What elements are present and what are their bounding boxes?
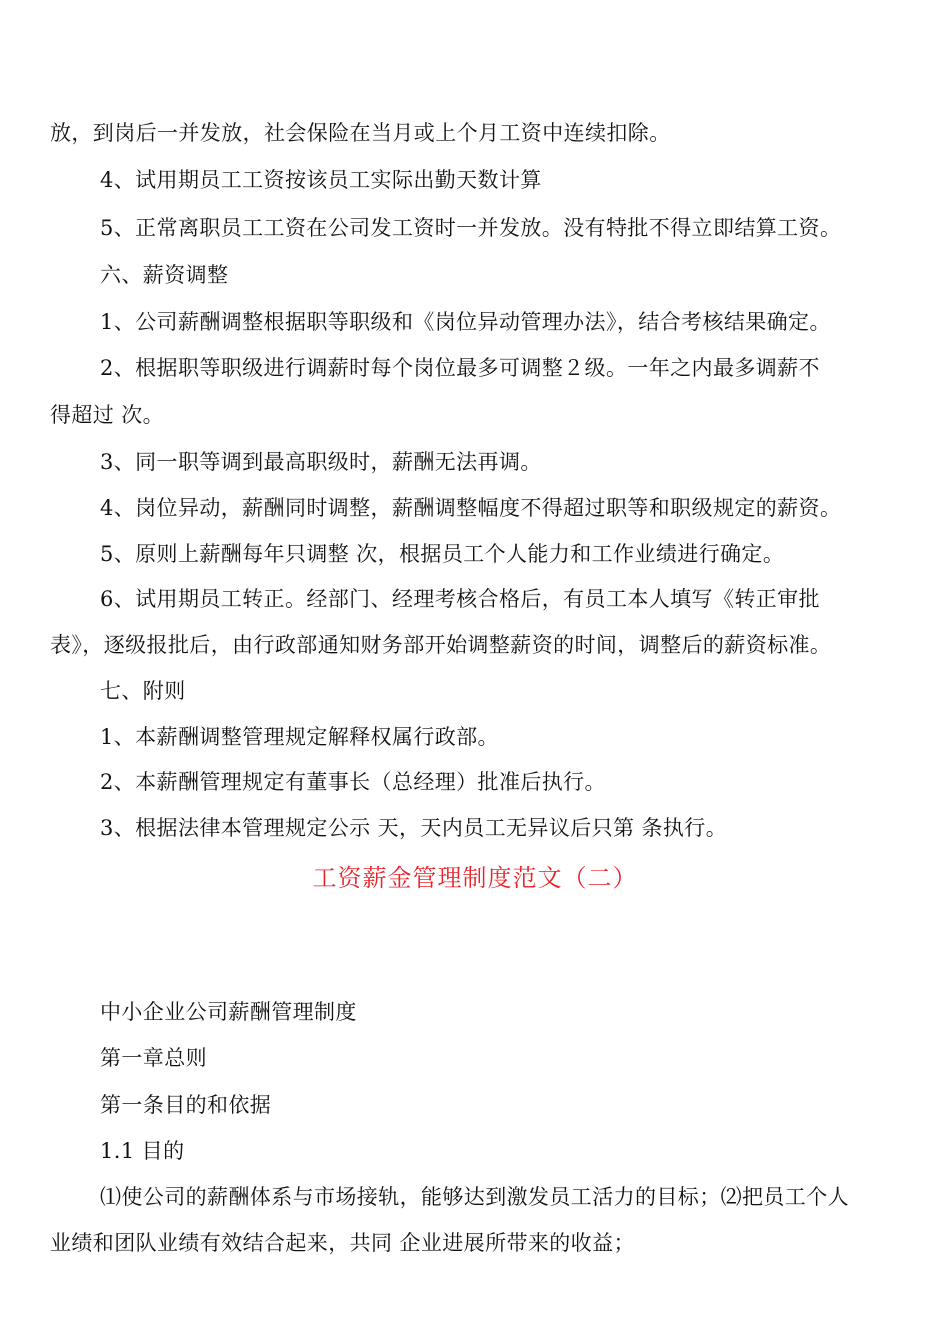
- paragraph-line: 业绩和团队业绩有效结合起来，共同 企业进展所带来的收益；: [50, 1231, 635, 1255]
- paragraph-line: 3、同一职等调到最高职级时，薪酬无法再调。: [100, 450, 542, 474]
- paragraph-line: 2、根据职等职级进行调薪时每个岗位最多可调整２级。一年之内最多调薪不: [100, 356, 820, 380]
- paragraph-line: 第一条目的和依据: [100, 1093, 272, 1117]
- section-title: 七、附则: [100, 679, 186, 703]
- paragraph-line: 中小企业公司薪酬管理制度: [100, 1000, 357, 1024]
- paragraph-line: 得超过 次。: [50, 403, 165, 427]
- paragraph-line: 1、本薪酬调整管理规定解释权属行政部。: [100, 725, 499, 749]
- paragraph-line: 5、原则上薪酬每年只调整 次，根据员工个人能力和工作业绩进行确定。: [100, 542, 785, 566]
- paragraph-line: 放，到岗后一并发放，社会保险在当月或上个月工资中连续扣除。: [50, 121, 671, 145]
- document-heading: 工资薪金管理制度范文（二）: [312, 864, 638, 892]
- paragraph-line: 4、岗位异动，薪酬同时调整，薪酬调整幅度不得超过职等和职级规定的薪资。: [100, 496, 842, 520]
- paragraph-line: 5、正常离职员工工资在公司发工资时一并发放。没有特批不得立即结算工资。: [100, 216, 842, 240]
- section-title: 六、薪资调整: [100, 263, 229, 287]
- paragraph-line: 6、试用期员工转正。经部门、经理考核合格后，有员工本人填写《转正审批: [100, 587, 820, 611]
- paragraph-line: 4、试用期员工工资按该员工实际出勤天数计算: [100, 168, 542, 192]
- paragraph-line: 第一章总则: [100, 1046, 207, 1070]
- paragraph-line: 1.1 目的: [100, 1139, 185, 1163]
- paragraph-line: 3、根据法律本管理规定公示 天，天内员工无异议后只第 条执行。: [100, 816, 728, 840]
- paragraph-line: ⑴使公司的薪酬体系与市场接轨，能够达到激发员工活力的目标；⑵把员工个人: [100, 1185, 849, 1209]
- paragraph-line: 1、公司薪酬调整根据职等职级和《岗位异动管理办法》，结合考核结果确定。: [100, 310, 831, 334]
- paragraph-line: 2、本薪酬管理规定有董事长（总经理）批准后执行。: [100, 770, 606, 794]
- paragraph-line: 表》，逐级报批后，由行政部通知财务部开始调整薪资的时间，调整后的薪资标准。: [50, 633, 832, 657]
